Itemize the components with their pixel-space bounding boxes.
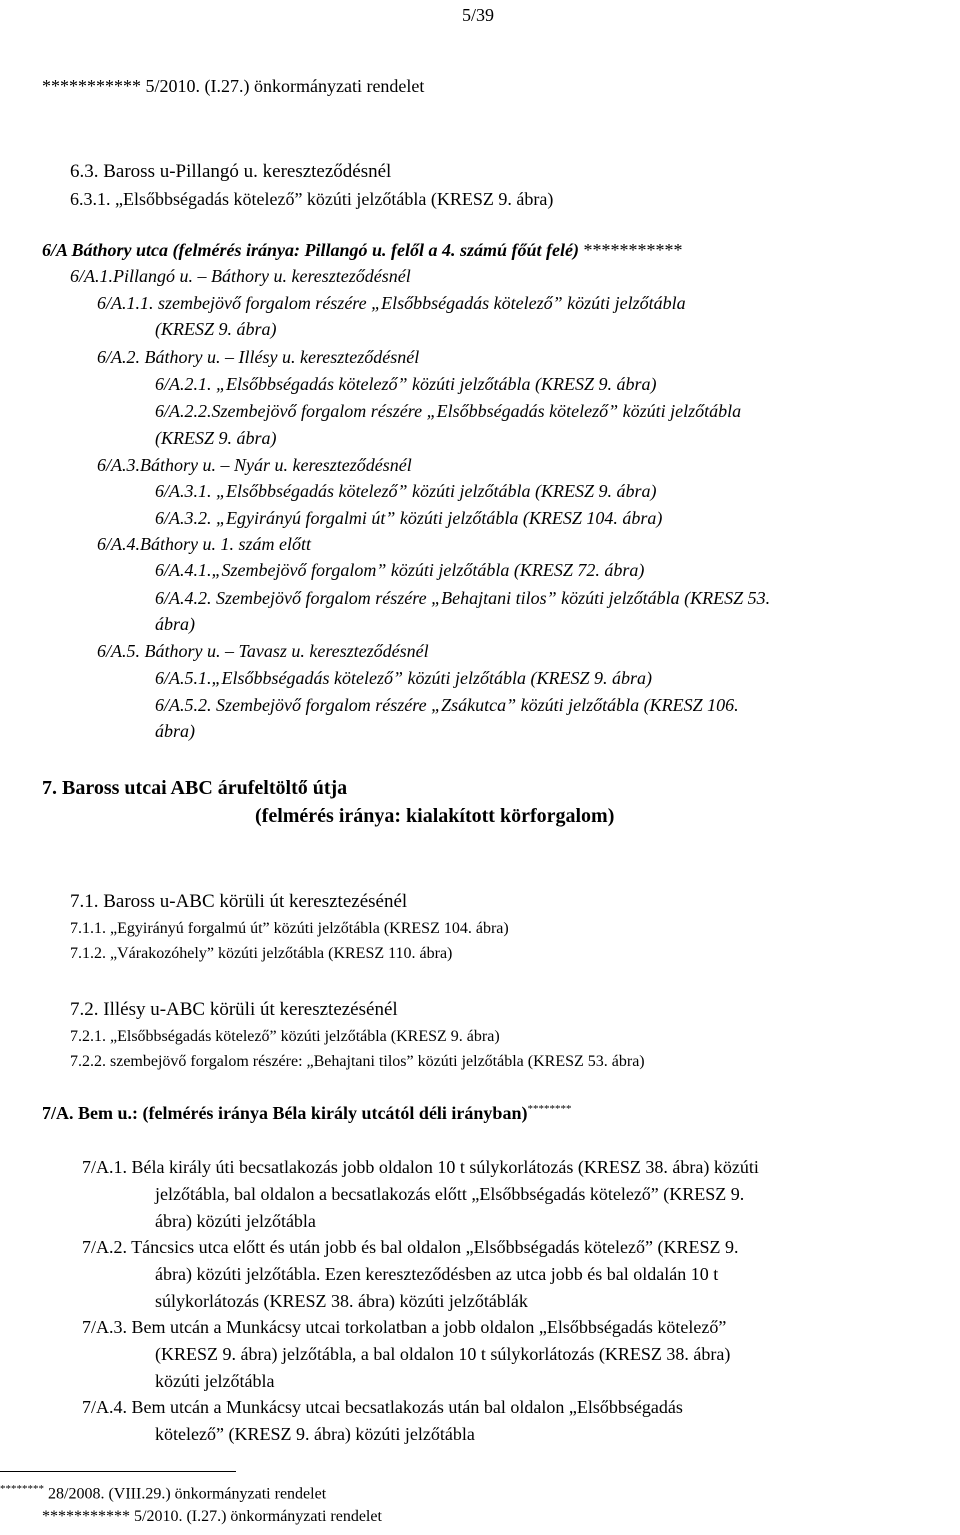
section-7A-1-line1: 7/A.1. Béla király úti becsatlakozás jobb oldalon 10 t súlykorlátozás (KRESZ 38. ábra) közúti [82,1157,759,1177]
section-7-2-title: 7.2. Illésy u-ABC körüli út keresztezésénél [70,999,398,1020]
header-note: *********** 5/2010. (I.27.) önkormányzati rendelet [42,76,425,96]
section-6A-5-1: 6/A.5.1.„Elsőbbségadás kötelező” közúti jelzőtábla (KRESZ 9. ábra) [155,668,652,688]
footnote-1-text: 28/2008. (VIII.29.) önkormányzati rendelet [44,1485,327,1503]
section-7A-2-line3: súlykorlátozás (KRESZ 38. ábra) közúti jelzőtáblák [155,1291,528,1311]
section-7A-3-line1: 7/A.3. Bem utcán a Munkácsy utcai torkolatban a jobb oldalon „Elsőbbségadás kötelező” [82,1317,727,1337]
section-7A-1-line3: ábra) közúti jelzőtábla [155,1211,316,1231]
section-6A-5-title: 6/A.5. Báthory u. – Tavasz u. kereszteződésnél [97,641,429,661]
section-7-2-1: 7.2.1. „Elsőbbségadás kötelező” közúti jelzőtábla (KRESZ 9. ábra) [70,1028,500,1045]
section-6A-1-1-line1: 6/A.1.1. szembejövő forgalom részére „Elsőbbségadás kötelező” közúti jelzőtábla [97,293,686,313]
section-6A-4-2-line2: ábra) [155,614,195,634]
section-6-3-1: 6.3.1. „Elsőbbségadás kötelező” közúti jelzőtábla (KRESZ 9. ábra) [70,189,554,209]
section-6A-5-2-line2: ábra) [155,721,195,741]
section-7-1-2: 7.1.2. „Várakozóhely” közúti jelzőtábla (KRESZ 110. ábra) [70,945,453,962]
section-7A-2-line1: 7/A.2. Táncsics utca előtt és után jobb és bal oldalon „Elsőbbségadás kötelező” (KRESZ 9. [82,1237,739,1257]
section-7-1-1: 7.1.1. „Egyirányú forgalmú út” közúti jelzőtábla (KRESZ 104. ábra) [70,920,509,937]
section-7A-1-line2: jelzőtábla, bal oldalon a becsatlakozás előtt „Elsőbbségadás kötelező” (KRESZ 9. [155,1184,745,1204]
section-6A-3-2: 6/A.3.2. „Egyirányú forgalmi út” közúti jelzőtábla (KRESZ 104. ábra) [155,508,663,528]
section-7-1-title: 7.1. Baross u-ABC körüli út keresztezésénél [70,891,408,912]
section-7-2-2: 7.2.2. szembejövő forgalom részére: „Behajtani tilos” közúti jelzőtábla (KRESZ 53. ábra) [70,1053,645,1070]
section-6A-2-title: 6/A.2. Báthory u. – Illésy u. kereszteződésnél [97,347,420,367]
section-7A-title [42,1104,571,1122]
footnote-separator [0,1471,236,1472]
section-7A-title-text: 7/A. Bem u.: (felmérés iránya Béla király utcától déli irányban) [42,1103,528,1123]
section-6A-2-1: 6/A.2.1. „Elsőbbségadás kötelező” közúti jelzőtábla (KRESZ 9. ábra) [155,374,657,394]
section-7A-3-line2: (KRESZ 9. ábra) jelzőtábla, a bal oldalon 10 t súlykorlátozás (KRESZ 38. ábra) [155,1344,731,1364]
footnote-1-mark: ******** [0,1483,44,1495]
section-6A-2-2-line1: 6/A.2.2.Szembejövő forgalom részére „Elsőbbségadás kötelező” közúti jelzőtábla [155,401,742,421]
page-number: 5/39 [462,5,495,25]
section-6A-4-1: 6/A.4.1.„Szembejövő forgalom” közúti jelzőtábla (KRESZ 72. ábra) [155,560,645,580]
section-7A-4-line2: kötelező” (KRESZ 9. ábra) közúti jelzőtábla [155,1424,475,1444]
section-6A-3-title: 6/A.3.Báthory u. – Nyár u. kereszteződésnél [97,455,412,475]
section-6A-2-2-line2: (KRESZ 9. ábra) [155,428,277,448]
section-7A-3-line3: közúti jelzőtábla [155,1371,275,1391]
footnote-1 [0,1484,326,1502]
footnote-2: *********** 5/2010. (I.27.) önkormányzati rendelet [42,1508,382,1525]
section-6A-4-title: 6/A.4.Báthory u. 1. szám előtt [97,534,311,554]
section-7A-2-line2: ábra) közúti jelzőtábla. Ezen kereszteződésben az utca jobb és bal oldalán 10 t [155,1264,719,1284]
section-6-3-title: 6.3. Baross u-Pillangó u. kereszteződésnél [70,161,392,182]
section-6A-5-2-line1: 6/A.5.2. Szembejövő forgalom részére „Zsákutca” közúti jelzőtábla (KRESZ 106. [155,695,739,715]
section-6A-1-title: 6/A.1.Pillangó u. – Báthory u. kereszteződésnél [70,266,411,286]
section-6A-3-1: 6/A.3.1. „Elsőbbségadás kötelező” közúti jelzőtábla (KRESZ 9. ábra) [155,481,657,501]
section-6A-title-text: 6/A Báthory utca (felmérés iránya: Pillangó u. felől a 4. számú főút felé) [42,240,579,260]
section-6A-title-stars: *********** [579,240,683,260]
section-6A-4-2-line1: 6/A.4.2. Szembejövő forgalom részére „Behajtani tilos” közúti jelzőtábla (KRESZ 53. [155,588,771,608]
section-7-subtitle: (felmérés iránya: kialakított körforgalom) [255,805,615,827]
section-7-title: 7. Baross utcai ABC árufeltöltő útja [42,777,348,799]
section-6A-1-1-line2: (KRESZ 9. ábra) [155,319,277,339]
section-7A-footnote-mark: ******** [527,1103,572,1115]
section-7A-4-line1: 7/A.4. Bem utcán a Munkácsy utcai becsatlakozás után bal oldalon „Elsőbbségadás [82,1397,683,1417]
section-6A-title [42,241,683,259]
